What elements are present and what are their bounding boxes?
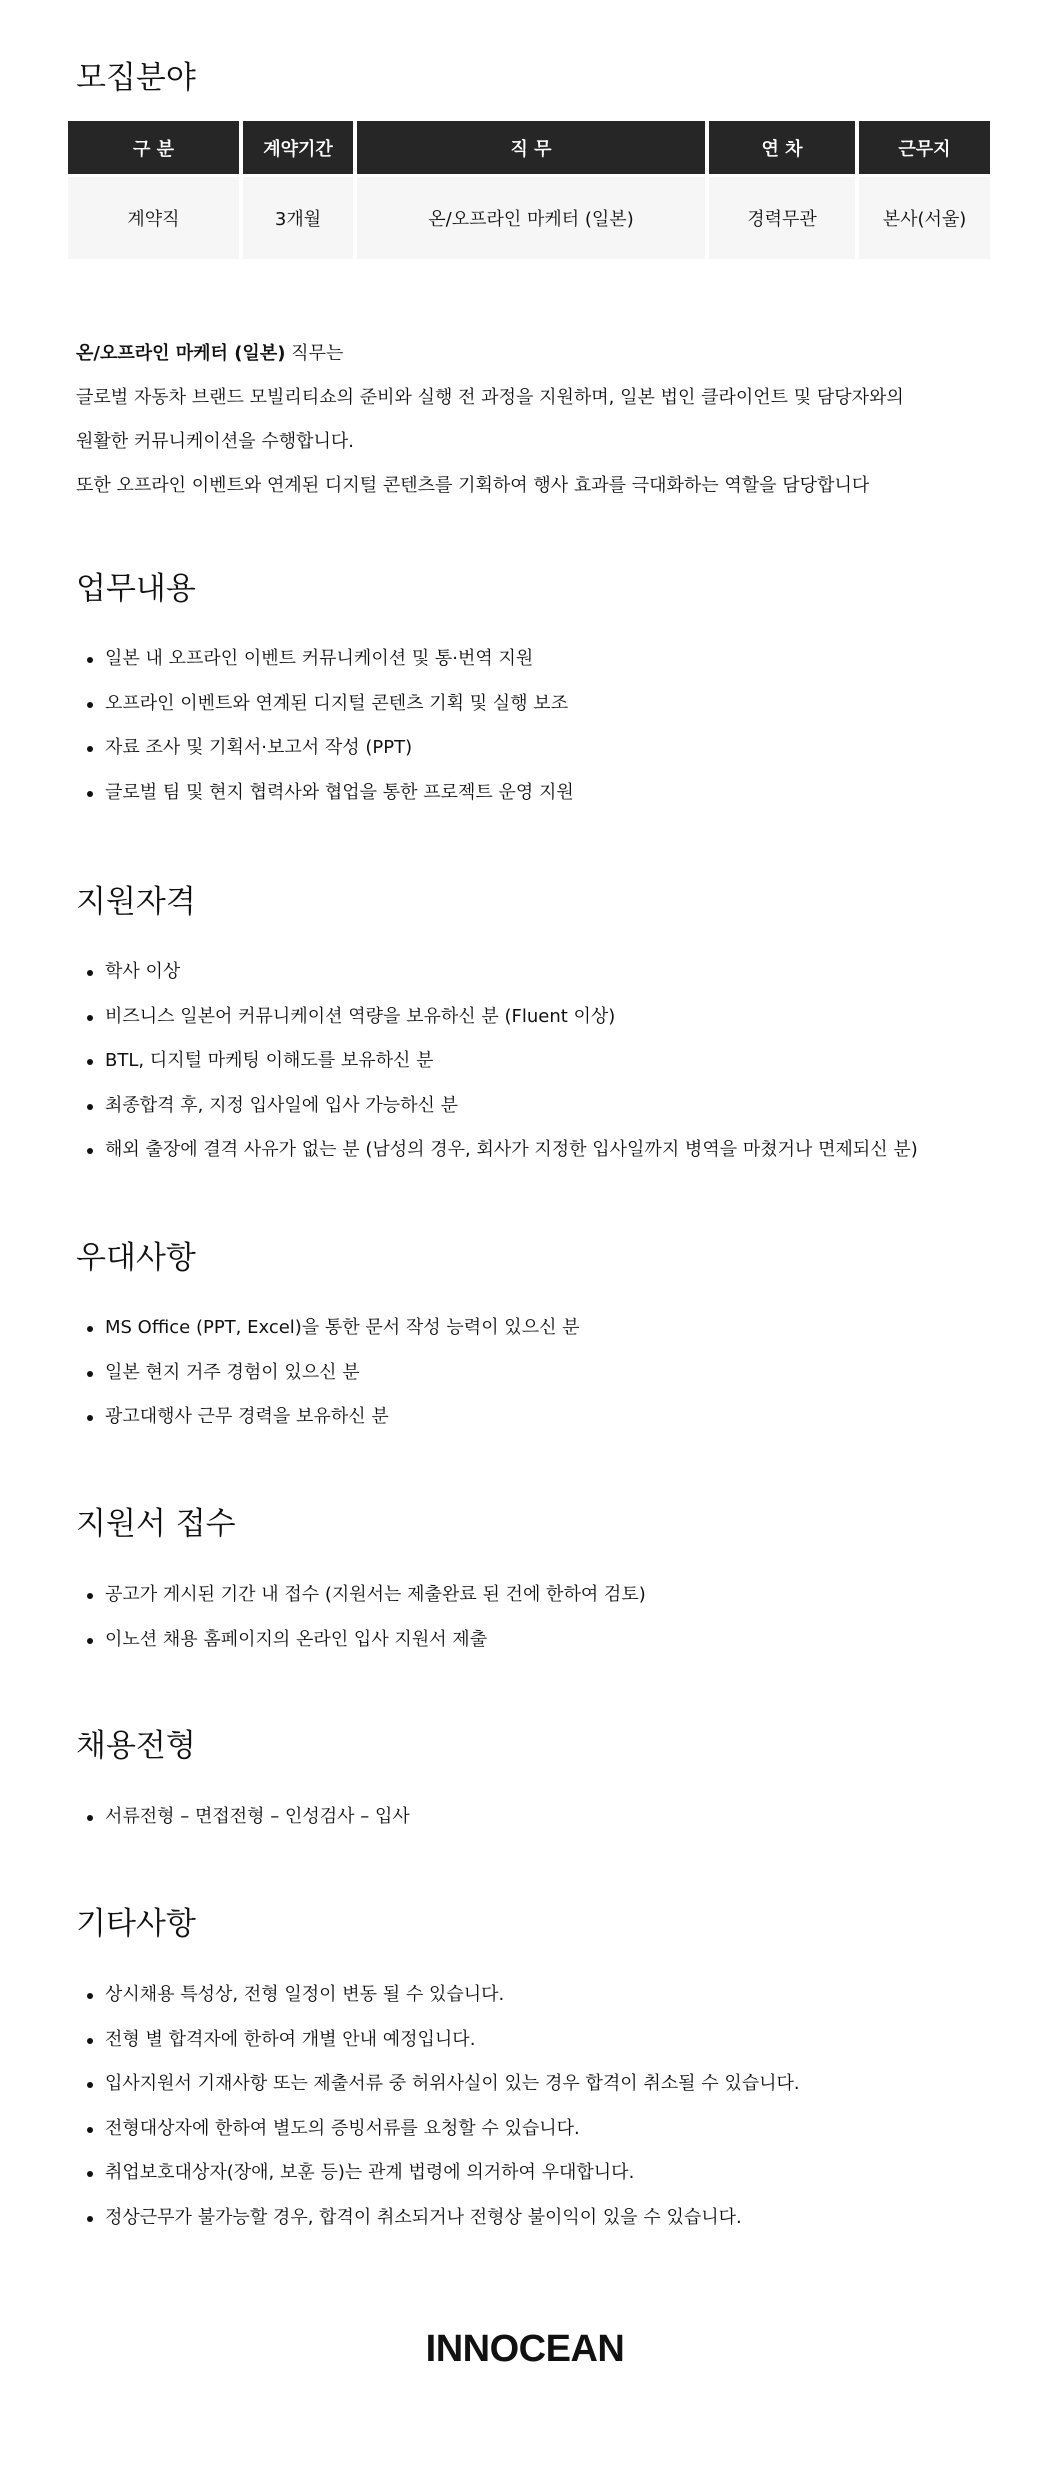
qualifications-list xyxy=(85,950,918,1173)
table-cell-category: 계약직 xyxy=(68,177,239,259)
intro-line: 원활한 커뮤니케이션을 수행합니다. xyxy=(76,431,354,452)
table-cell-job: 온/오프라인 마케터 (일본) xyxy=(357,177,705,259)
table-cell-location: 본사(서울) xyxy=(859,177,990,259)
duties-list xyxy=(85,637,574,815)
intro-line: 글로벌 자동차 브랜드 모빌리티쇼의 준비와 실행 전 과정을 지원하며, 일본 법인 클라이언트 및 담당자와의 xyxy=(76,387,904,408)
intro-line: 또한 오프라인 이벤트와 연계된 디지털 콘텐츠를 기획하여 행사 효과를 극대화하는 역할을 담당합니다 xyxy=(76,475,870,496)
list-item: 전형대상자에 한하여 별도의 증빙서류를 요청할 수 있습니다. xyxy=(85,2107,800,2152)
list-item: 취업보호대상자(장애, 보훈 등)는 관계 법령에 의거하여 우대합니다. xyxy=(85,2151,800,2196)
intro-line xyxy=(76,332,996,376)
preferred-list xyxy=(85,1306,580,1440)
etc-section-title: 기타사항 xyxy=(76,1906,196,1942)
table-cell-experience: 경력무관 xyxy=(709,177,855,259)
list-item: 해외 출장에 결격 사유가 없는 분 (남성의 경우, 회사가 지정한 입사일까지 병역을 마쳤거나 면제되신 분) xyxy=(85,1128,918,1173)
table-cell-contract-period: 3개월 xyxy=(243,177,353,259)
list-item: 글로벌 팀 및 현지 협력사와 협업을 통한 프로젝트 운영 지원 xyxy=(85,771,574,816)
table-header-contract-period: 계약기간 xyxy=(243,121,353,174)
list-item: 입사지원서 기재사항 또는 제출서류 중 허위사실이 있는 경우 합격이 취소될 수 있습니다. xyxy=(85,2062,800,2107)
process-list xyxy=(85,1795,410,1840)
list-item: 광고대행사 근무 경력을 보유하신 분 xyxy=(85,1395,580,1440)
list-item: BTL, 디지털 마케팅 이해도를 보유하신 분 xyxy=(85,1039,918,1084)
list-item: 정상근무가 불가능할 경우, 합격이 취소되거나 전형상 불이익이 있을 수 있습니다. xyxy=(85,2196,800,2241)
qualifications-section-title: 지원자격 xyxy=(76,884,196,920)
duties-section-title: 업무내용 xyxy=(76,571,196,607)
list-item: 공고가 게시된 기간 내 접수 (지원서는 제출완료 된 건에 한하여 검토) xyxy=(85,1573,646,1618)
list-item: 최종합격 후, 지정 입사일에 입사 가능하신 분 xyxy=(85,1084,918,1129)
list-item: 오프라인 이벤트와 연계된 디지털 콘텐츠 기획 및 실행 보조 xyxy=(85,682,574,727)
table-row xyxy=(68,177,990,259)
list-item: 상시채용 특성상, 전형 일정이 변동 될 수 있습니다. xyxy=(85,1973,800,2018)
list-item: 자료 조사 및 기획서·보고서 작성 (PPT) xyxy=(85,726,574,771)
list-item: 비즈니스 일본어 커뮤니케이션 역량을 보유하신 분 (Fluent 이상) xyxy=(85,995,918,1040)
innocean-logo: INNOCEAN xyxy=(425,2328,625,2370)
table-header-experience: 연 차 xyxy=(709,121,855,174)
application-section-title: 지원서 접수 xyxy=(76,1506,236,1542)
recruit-table xyxy=(64,121,994,259)
list-item: MS Office (PPT, Excel)을 통한 문서 작성 능력이 있으신 분 xyxy=(85,1306,580,1351)
recruit-section-title: 모집분야 xyxy=(76,60,196,96)
application-list xyxy=(85,1573,646,1662)
preferred-section-title: 우대사항 xyxy=(76,1240,196,1276)
list-item: 전형 별 합격자에 한하여 개별 안내 예정입니다. xyxy=(85,2018,800,2063)
list-item: 서류전형 – 면접전형 – 인성검사 – 입사 xyxy=(85,1795,410,1840)
list-item: 학사 이상 xyxy=(85,950,918,995)
intro-role-suffix: 직무는 xyxy=(285,343,344,364)
etc-list xyxy=(85,1973,800,2240)
table-header-category: 구 분 xyxy=(68,121,239,174)
process-section-title: 채용전형 xyxy=(76,1728,196,1764)
list-item: 일본 내 오프라인 이벤트 커뮤니케이션 및 통·번역 지원 xyxy=(85,637,574,682)
job-intro xyxy=(76,332,996,508)
list-item: 이노션 채용 홈페이지의 온라인 입사 지원서 제출 xyxy=(85,1618,646,1663)
table-header-job: 직 무 xyxy=(357,121,705,174)
list-item: 일본 현지 거주 경험이 있으신 분 xyxy=(85,1351,580,1396)
table-header-location: 근무지 xyxy=(859,121,990,174)
intro-role-name: 온/오프라인 마케터 (일본) xyxy=(76,343,286,364)
